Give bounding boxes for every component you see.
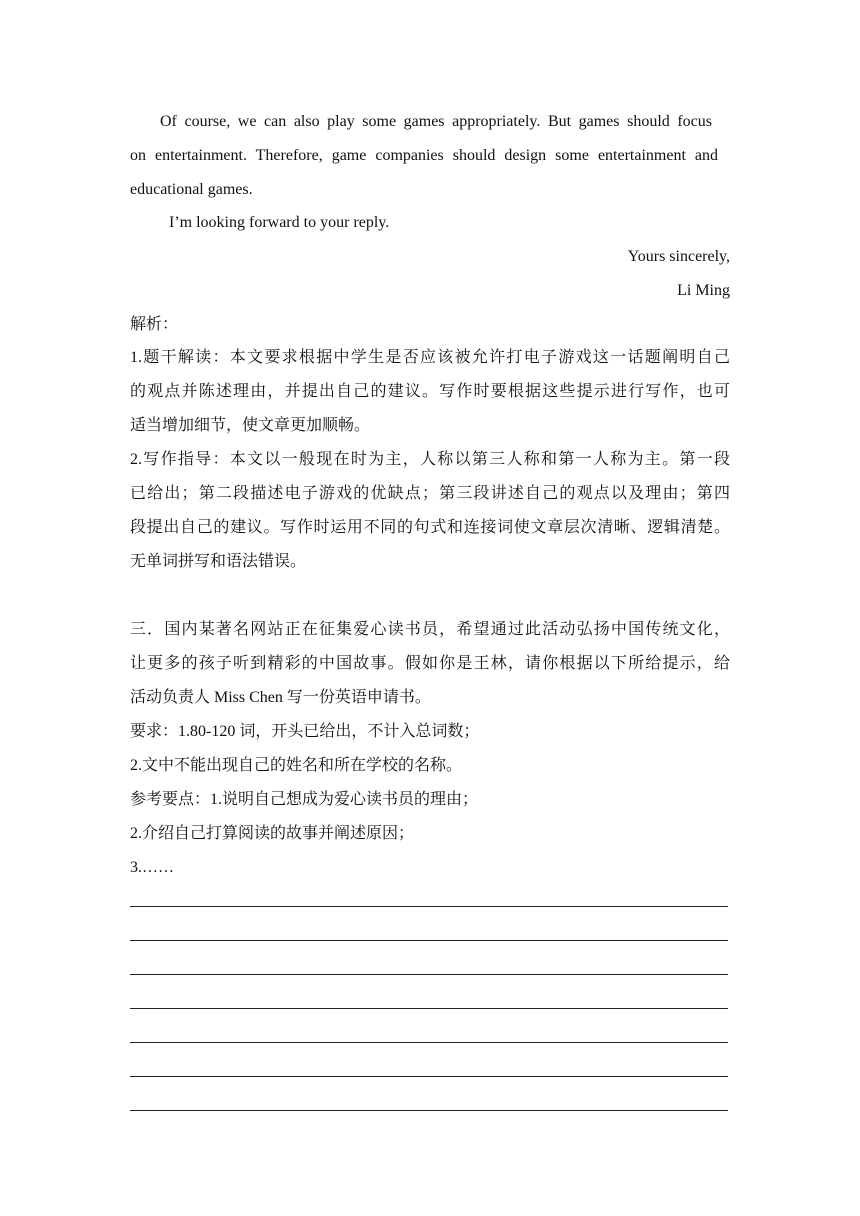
reference-point-line: 2.介绍自己打算阅读的故事并阐述原因； bbox=[130, 825, 415, 842]
analysis-text-line: 无单词拼写和语法错误。 bbox=[130, 553, 307, 570]
letter-paragraph-line: I’m looking forward to your reply. bbox=[169, 214, 390, 231]
reference-point-line: 参考要点：1.说明自己想成为爱心读书员的理由； bbox=[130, 791, 479, 808]
analysis-text-line: 已给出；第二段描述电子游戏的优缺点；第三段讲述自己的观点以及理由；第四 bbox=[130, 485, 730, 502]
answer-blank-line[interactable] bbox=[130, 974, 728, 975]
answer-blank-line[interactable] bbox=[130, 940, 728, 941]
letter-paragraph-line: educational games. bbox=[130, 181, 253, 198]
reference-point-line: 3.…… bbox=[130, 859, 174, 876]
letter-paragraph-line: Of course, we can also play some games appropriately. But games should focus bbox=[160, 113, 712, 130]
answer-blank-line[interactable] bbox=[130, 1008, 728, 1009]
question-text-line: 三．国内某著名网站正在征集爱心读书员，希望通过此活动弘扬中国传统文化， bbox=[130, 621, 730, 638]
analysis-heading: 解析： bbox=[130, 316, 179, 333]
answer-blank-line[interactable] bbox=[130, 1110, 728, 1111]
requirement-line: 要求：1.80-120 词，开头已给出，不计入总词数； bbox=[130, 723, 480, 740]
answer-blank-line[interactable] bbox=[130, 906, 728, 907]
analysis-text-line: 的观点并陈述理由，并提出自己的建议。写作时要根据这些提示进行写作，也可 bbox=[130, 383, 730, 400]
requirement-line: 2.文中不能出现自己的姓名和所在学校的名称。 bbox=[130, 757, 463, 774]
analysis-text-line: 段提出自己的建议。写作时运用不同的句式和连接词使文章层次清晰、逻辑清楚。 bbox=[130, 519, 730, 536]
letter-paragraph-line: on entertainment. Therefore, game companies should design some entertainment and bbox=[130, 147, 718, 164]
letter-signature: Li Ming bbox=[677, 282, 730, 299]
answer-blank-line[interactable] bbox=[130, 1076, 728, 1077]
question-text-line: 让更多的孩子听到精彩的中国故事。假如你是王林，请你根据以下所给提示，给 bbox=[130, 655, 730, 672]
analysis-text-line: 适当增加细节，使文章更加顺畅。 bbox=[130, 417, 371, 434]
answer-blank-line[interactable] bbox=[130, 1042, 728, 1043]
question-text-line: 活动负责人 Miss Chen 写一份英语申请书。 bbox=[130, 689, 431, 706]
analysis-text-line: 1.题干解读：本文要求根据中学生是否应该被允许打电子游戏这一话题阐明自己 bbox=[130, 349, 730, 366]
analysis-text-line: 2.写作指导：本文以一般现在时为主，人称以第三人称和第一人称为主。第一段 bbox=[130, 451, 730, 468]
letter-closing: Yours sincerely, bbox=[627, 248, 730, 265]
